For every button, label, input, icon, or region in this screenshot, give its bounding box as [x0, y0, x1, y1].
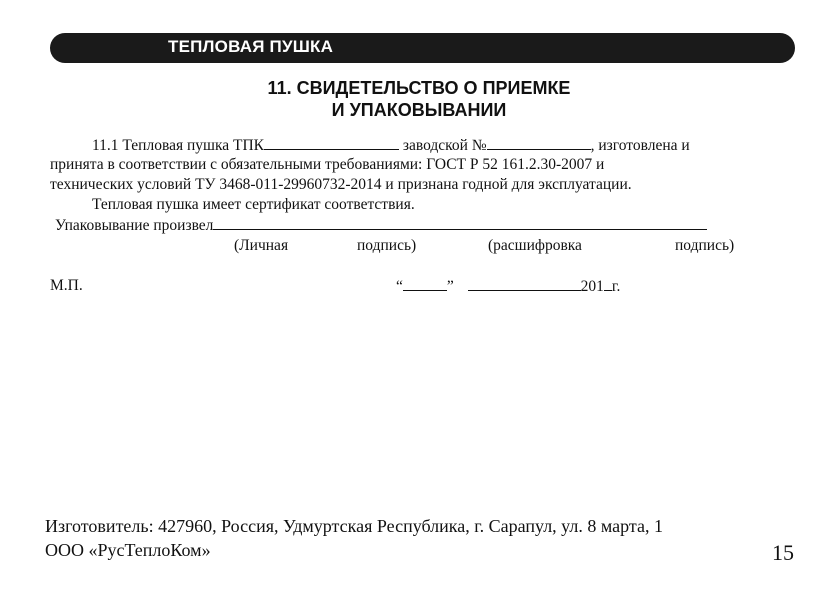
manufacturer-line: Изготовитель: 427960, Россия, Удмуртская Республика, г. Сарапул, ул. 8 марта, 1	[45, 516, 663, 536]
sig-personal: (Личная	[234, 237, 289, 254]
page-number: 15	[772, 540, 794, 565]
section-title-line2: И УПАКОВЫВАНИИ	[331, 100, 507, 120]
date-line	[396, 277, 620, 296]
year-blank	[604, 277, 612, 291]
year-suffix: г.	[611, 278, 621, 295]
sig-word-1: подпись)	[357, 237, 417, 254]
serial-label: заводской №	[402, 137, 487, 154]
quote-close: ”	[446, 278, 454, 295]
year-prefix: 201	[580, 278, 604, 295]
section-title-line1: 11. СВИДЕТЕЛЬСТВО О ПРИЕМКЕ	[267, 78, 571, 98]
packed-by-label: Упаковывание произвел	[55, 217, 214, 234]
month-blank	[468, 277, 581, 291]
paragraph-line-1	[92, 136, 690, 155]
stamp-label: М.П.	[50, 277, 83, 294]
sig-word-2: подпись)	[675, 237, 735, 254]
paragraph-line-2: принята в соответствии с обязательными требованиями: ГОСТ Р 52 161.2.30-2007 и	[50, 156, 605, 173]
certificate-line: Тепловая пушка имеет сертификат соответствия.	[92, 196, 415, 213]
serial-blank	[487, 136, 591, 150]
quote-open: “	[396, 278, 403, 295]
sig-decode: (расшифровка	[488, 237, 582, 254]
paragraph-line-3: технических условий ТУ 3468-011-29960732-2014 и признана годной для эксплуатации.	[50, 176, 632, 193]
packer-signature-blank	[213, 216, 707, 230]
product-label: 11.1 Тепловая пушка ТПК	[92, 137, 264, 154]
day-blank	[403, 277, 447, 291]
header-bar	[50, 33, 795, 63]
packed-by-line	[55, 216, 707, 235]
header-title: ТЕПЛОВАЯ ПУШКА	[168, 37, 334, 56]
manufactured-label: , изготовлена и	[590, 137, 690, 154]
company-line: ООО «РусТеплоКом»	[45, 540, 211, 560]
model-blank	[264, 136, 399, 150]
